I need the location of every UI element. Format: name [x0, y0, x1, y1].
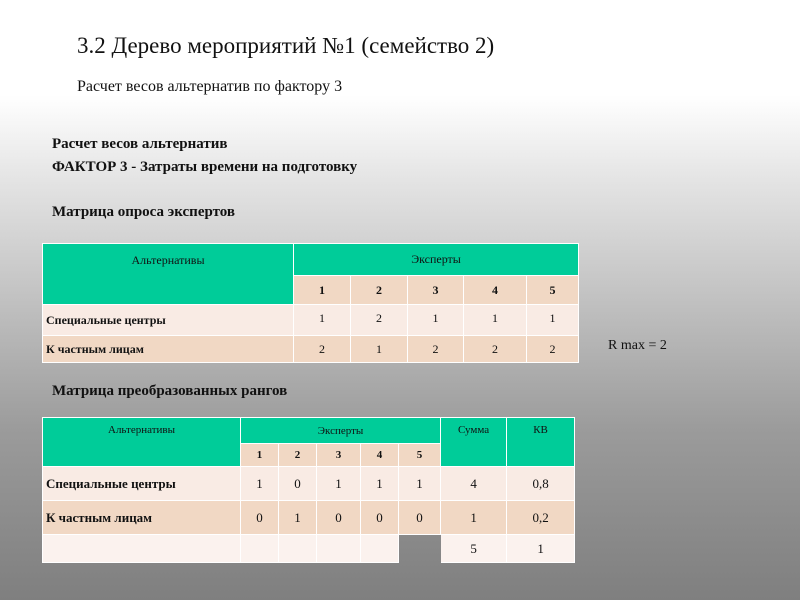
cell-value: 0 [279, 467, 317, 501]
header-kv: КВ [507, 418, 575, 467]
total-kv: 1 [507, 535, 575, 563]
expert-num: 1 [294, 276, 351, 305]
empty-cell [361, 535, 399, 563]
empty-cell [279, 535, 317, 563]
expert-num: 4 [361, 444, 399, 467]
cell-value: 2 [464, 336, 527, 363]
cell-value: 0 [361, 501, 399, 535]
survey-matrix-heading: Матрица опроса экспертов [52, 204, 236, 220]
ranks-matrix-heading: Матрица преобразованных рангов [52, 383, 288, 399]
table-row [43, 305, 579, 336]
transformed-ranks-table [42, 417, 575, 563]
table-row [43, 501, 575, 535]
header-sum: Сумма [441, 418, 507, 467]
cell-value: 1 [279, 501, 317, 535]
cell-kv: 0,2 [507, 501, 575, 535]
cell-value: 1 [317, 467, 361, 501]
header-experts: Эксперты [294, 244, 579, 276]
empty-cell [317, 535, 361, 563]
row-label: Специальные центры [43, 467, 241, 501]
expert-num: 3 [317, 444, 361, 467]
empty-cell [43, 535, 241, 563]
empty-cell [399, 535, 441, 563]
header-alternatives: Альтернативы [43, 244, 294, 305]
expert-num: 2 [351, 276, 408, 305]
cell-value: 1 [351, 336, 408, 363]
expert-num: 2 [279, 444, 317, 467]
cell-value: 0 [317, 501, 361, 535]
row-label: Специальные центры [43, 305, 294, 336]
cell-value: 2 [351, 305, 408, 336]
cell-sum: 1 [441, 501, 507, 535]
cell-value: 0 [241, 501, 279, 535]
empty-cell [241, 535, 279, 563]
table-row-total [43, 535, 575, 563]
cell-value: 1 [361, 467, 399, 501]
page-title: 3.2 Дерево мероприятий №1 (семейство 2) [77, 33, 495, 58]
cell-value: 0 [399, 501, 441, 535]
cell-value: 1 [241, 467, 279, 501]
expert-num: 3 [408, 276, 464, 305]
table-row [43, 336, 579, 363]
expert-num: 1 [241, 444, 279, 467]
table-row [43, 467, 575, 501]
header-alternatives: Альтернативы [43, 418, 241, 467]
rmax-label: R max = 2 [608, 338, 667, 353]
cell-value: 1 [399, 467, 441, 501]
cell-value: 1 [408, 305, 464, 336]
factor-heading: ФАКТОР 3 - Затраты времени на подготовку [52, 159, 358, 175]
page-subtitle: Расчет весов альтернатив по фактору 3 [77, 78, 343, 95]
cell-value: 2 [408, 336, 464, 363]
cell-value: 1 [294, 305, 351, 336]
row-label: К частным лицам [43, 501, 241, 535]
row-label: К частным лицам [43, 336, 294, 363]
total-sum: 5 [441, 535, 507, 563]
expert-num: 5 [399, 444, 441, 467]
section-heading: Расчет весов альтернатив [52, 136, 228, 152]
expert-survey-table [42, 243, 579, 363]
cell-value: 1 [464, 305, 527, 336]
cell-kv: 0,8 [507, 467, 575, 501]
cell-value: 2 [527, 336, 579, 363]
cell-sum: 4 [441, 467, 507, 501]
expert-num: 5 [527, 276, 579, 305]
header-experts: Эксперты [241, 418, 441, 444]
expert-num: 4 [464, 276, 527, 305]
cell-value: 2 [294, 336, 351, 363]
cell-value: 1 [527, 305, 579, 336]
